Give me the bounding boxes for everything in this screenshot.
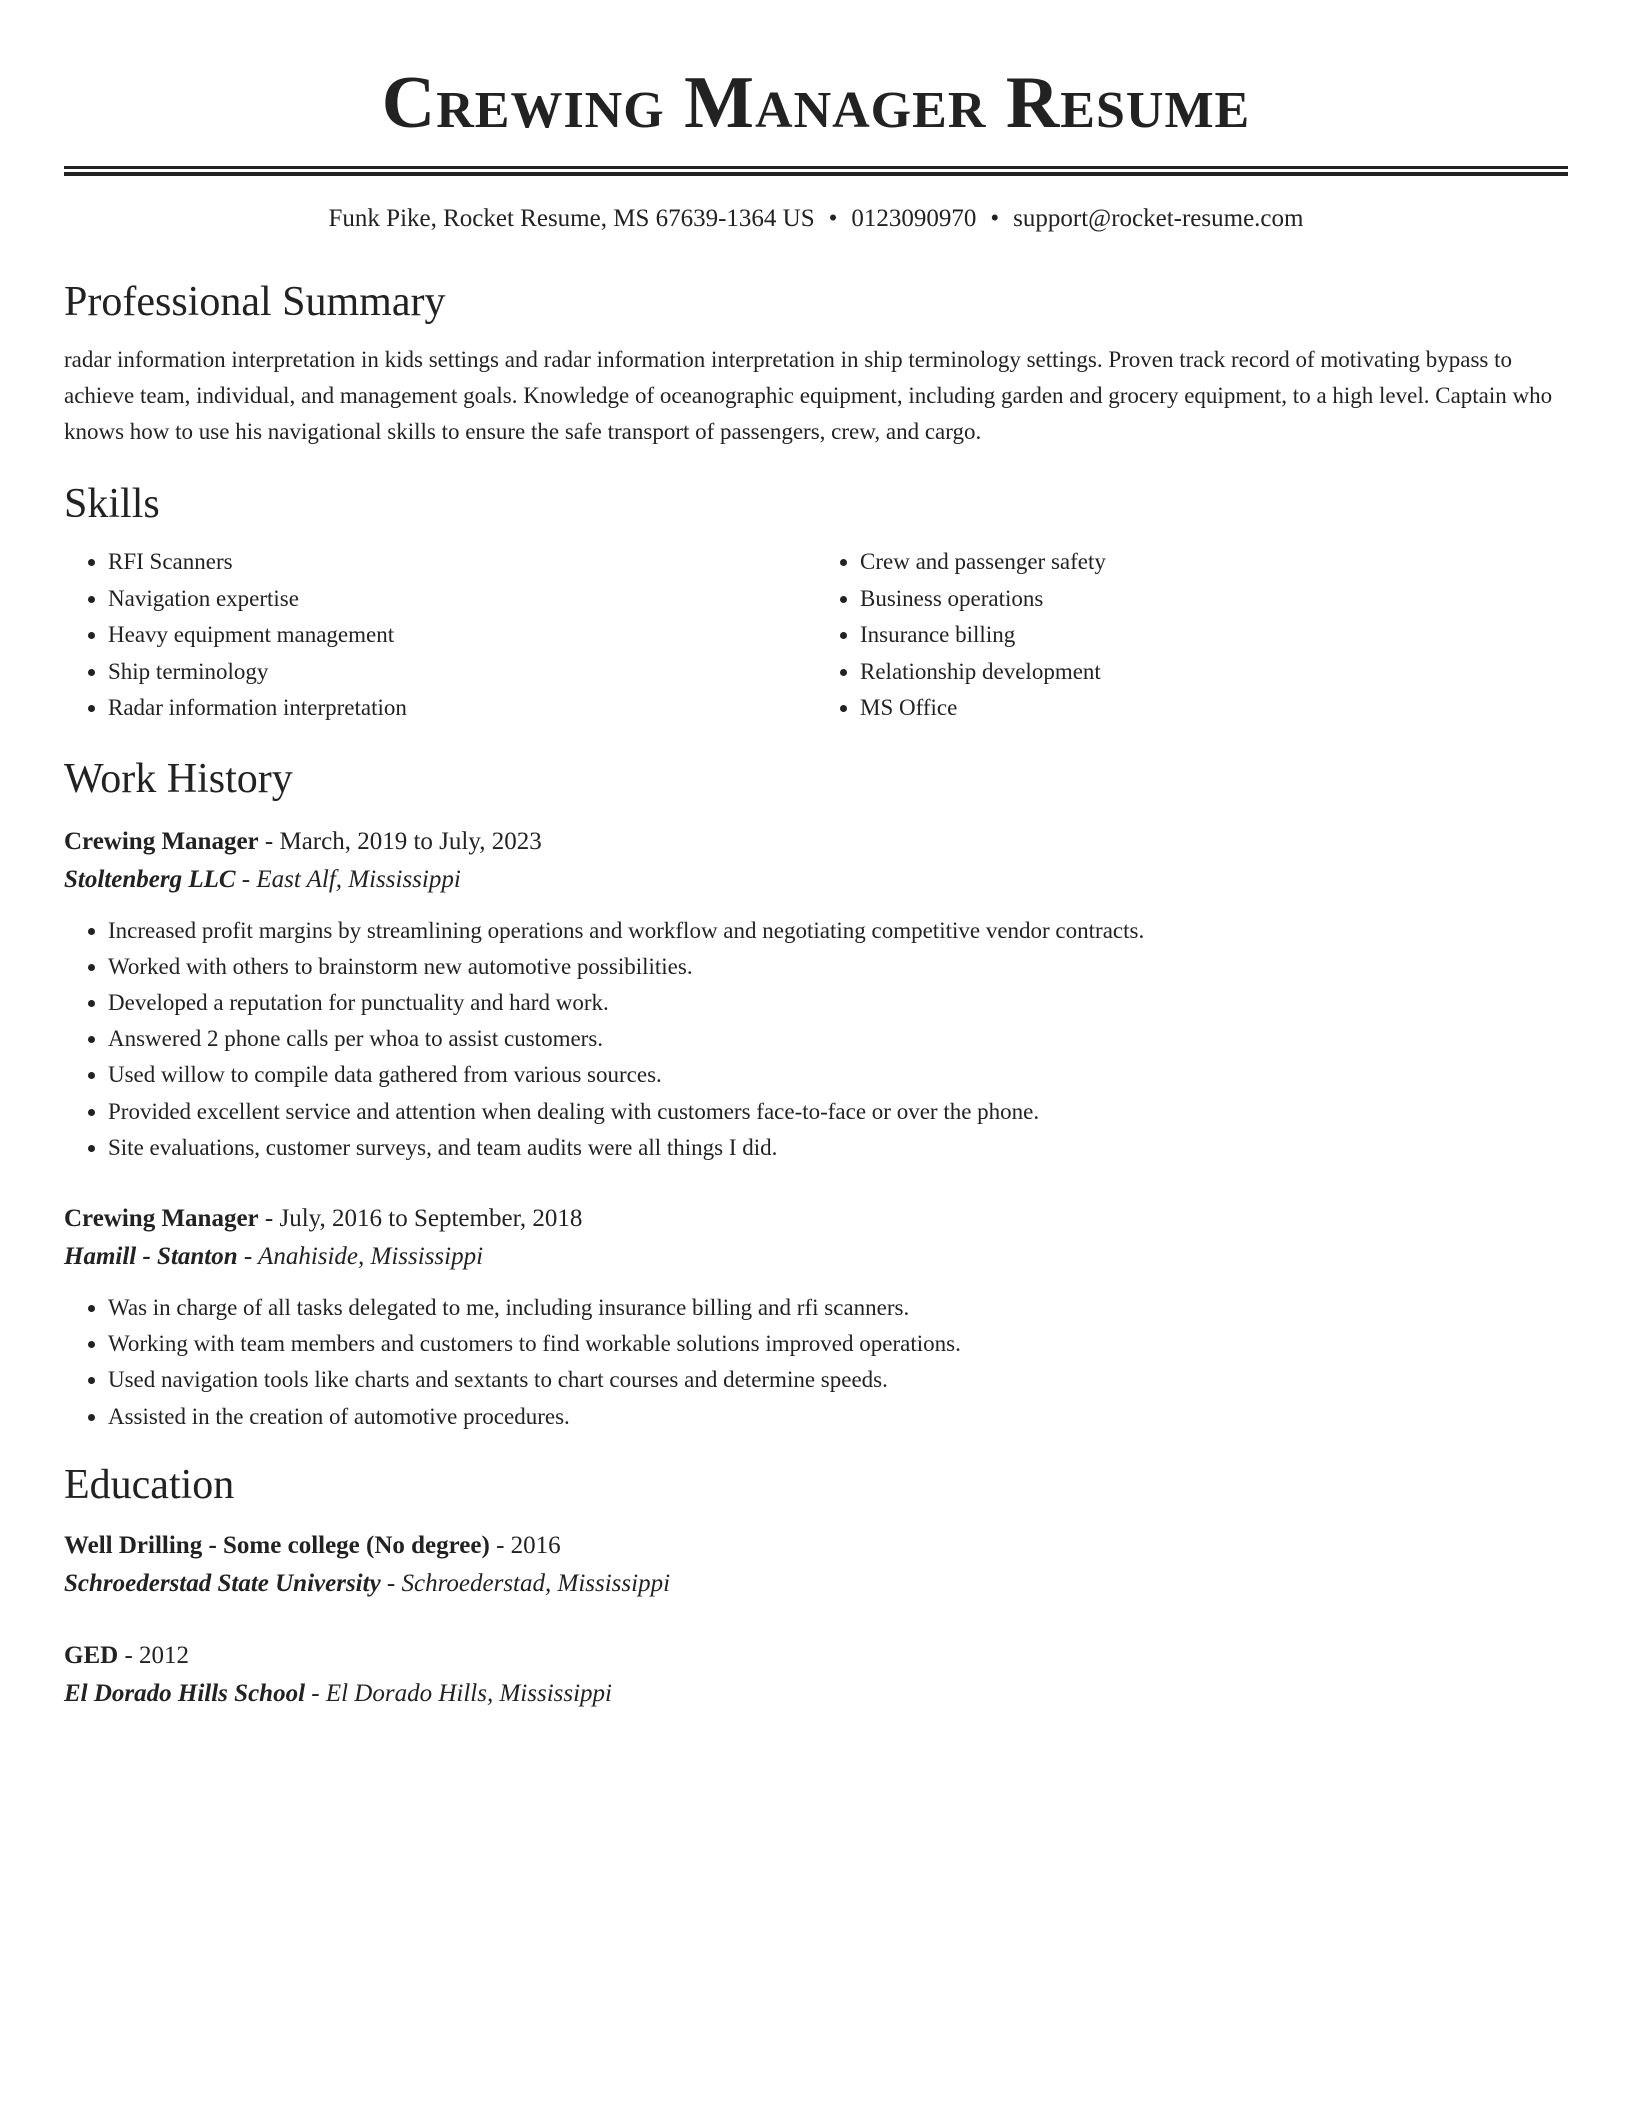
job-company: Stoltenberg LLC — [64, 865, 236, 893]
skill-item: • Heavy equipment management — [108, 617, 816, 654]
job-entry — [64, 1200, 1568, 1435]
job-entry — [64, 823, 1568, 1166]
skill-item: • Business operations — [860, 581, 1568, 618]
education-entry — [64, 1527, 1568, 1603]
education-degree: Well Drilling - Some college (No degree) — [64, 1531, 490, 1559]
summary-text: radar information interpretation in kids settings and radar information interpretation in ship terminology settings. Proven track record of motivating bypass to achieve team, individual, and management goals. Knowledge of oceanographic equipment, including garden and grocery equipment, to a high level. Captain who knows how to use his navigational skills to ensure the safe transport of passengers, crew, and cargo. — [64, 347, 1553, 444]
job-bullet: • Site evaluations, customer surveys, and team audits were all things I did. — [108, 1130, 1568, 1166]
job-dates: - March, 2019 to July, 2023 — [264, 827, 542, 855]
job-title: Crewing Manager — [64, 1204, 259, 1232]
job-bullet: • Increased profit margins by streamlining operations and workflow and negotiating competitive vendor contracts. — [108, 913, 1568, 949]
skill-item: • MS Office — [860, 690, 1568, 727]
contact-separator: • — [990, 205, 1000, 232]
job-title-line — [64, 1200, 1568, 1238]
education-school-line — [64, 1565, 1568, 1603]
job-bullet: • Working with team members and customers to find workable solutions improved operations. — [108, 1326, 1568, 1362]
job-title: Crewing Manager — [64, 827, 259, 855]
job-bullet: • Used willow to compile data gathered from various sources. — [108, 1057, 1568, 1093]
title-double-rule — [64, 166, 1568, 176]
education-degree-line — [64, 1527, 1568, 1565]
skill-item: • Insurance billing — [860, 617, 1568, 654]
job-location: - East Alf, Mississippi — [241, 865, 461, 893]
education-location: - El Dorado Hills, Mississippi — [311, 1679, 612, 1707]
job-company-line — [64, 861, 1568, 899]
job-bullet: • Provided excellent service and attention when dealing with customers face-to-face or over the phone. — [108, 1094, 1568, 1130]
job-bullet: • Answered 2 phone calls per whoa to assist customers. — [108, 1021, 1568, 1057]
contact-separator: • — [828, 205, 838, 232]
skill-item: • Navigation expertise — [108, 581, 816, 618]
job-bullet: • Developed a reputation for punctuality and hard work. — [108, 985, 1568, 1021]
skill-item: • Crew and passenger safety — [860, 544, 1568, 581]
job-bullet: • Was in charge of all tasks delegated to me, including insurance billing and rfi scanners. — [108, 1290, 1568, 1326]
skills-list-left — [64, 544, 816, 727]
contact-phone: 0123090970 — [851, 205, 977, 232]
education-school-line — [64, 1675, 1568, 1713]
work-history-heading: Work History — [64, 755, 293, 802]
skills-columns — [64, 544, 1568, 727]
education-year: - 2016 — [496, 1531, 561, 1559]
skills-heading: Skills — [64, 481, 160, 527]
skill-item: • Relationship development — [860, 654, 1568, 691]
job-dates: - July, 2016 to September, 2018 — [264, 1204, 583, 1232]
job-title-line — [64, 823, 1568, 861]
education-degree-line — [64, 1637, 1568, 1675]
skill-item: • Radar information interpretation — [108, 690, 816, 727]
education-entry — [64, 1637, 1568, 1713]
job-company-line — [64, 1238, 1568, 1276]
education-degree: GED — [64, 1641, 119, 1669]
skills-list-right — [816, 544, 1568, 727]
education-school: El Dorado Hills School — [64, 1679, 306, 1707]
job-bullet: • Used navigation tools like charts and sextants to chart courses and determine speeds. — [108, 1362, 1568, 1398]
job-bullet: • Assisted in the creation of automotive procedures. — [108, 1399, 1568, 1435]
contact-email: support@rocket-resume.com — [1013, 205, 1304, 232]
contact-line — [64, 202, 1568, 236]
job-company: Hamill - Stanton — [64, 1242, 238, 1270]
education-school: Schroederstad State University — [64, 1569, 381, 1597]
skill-item: • RFI Scanners — [108, 544, 816, 581]
job-bullets — [64, 913, 1568, 1166]
contact-address: Funk Pike, Rocket Resume, MS 67639-1364 US — [328, 205, 815, 232]
education-location: - Schroederstad, Mississippi — [386, 1569, 671, 1597]
page-title: Crewing Manager Resume — [381, 62, 1251, 144]
job-bullet: • Worked with others to brainstorm new automotive possibilities. — [108, 949, 1568, 985]
summary-heading: Professional Summary — [64, 279, 446, 325]
job-location: - Anahiside, Mississippi — [243, 1242, 484, 1270]
education-year: - 2012 — [124, 1641, 190, 1669]
skill-item: • Ship terminology — [108, 654, 816, 691]
job-bullets — [64, 1290, 1568, 1435]
education-heading: Education — [64, 1461, 235, 1508]
